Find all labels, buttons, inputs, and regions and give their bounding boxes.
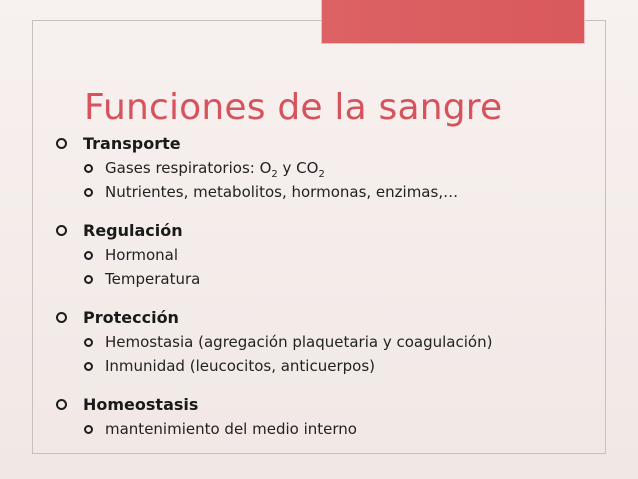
circle-bullet-icon (84, 275, 93, 284)
list-item (54, 354, 614, 378)
list-item (54, 392, 614, 417)
accent-box (321, 0, 585, 44)
list-item-text: Hormonal (105, 246, 179, 264)
circle-bullet-icon (56, 399, 67, 410)
section-heading: Homeostasis (83, 395, 199, 414)
circle-bullet-icon (84, 251, 93, 260)
circle-bullet-icon (84, 338, 93, 347)
list-item (54, 156, 614, 180)
subscript: 2 (271, 169, 278, 180)
list-item-text: Inmunidad (leucocitos, anticuerpos) (105, 357, 375, 375)
list-item-text (105, 159, 325, 180)
subscript: 2 (318, 169, 325, 180)
circle-bullet-icon (84, 164, 93, 173)
list-item (54, 180, 614, 204)
section-heading: Regulación (83, 221, 183, 240)
list-item-text-part: y CO (277, 159, 319, 177)
section-homeostasis (54, 392, 614, 441)
circle-bullet-icon (84, 362, 93, 371)
list-item (54, 267, 614, 291)
circle-bullet-icon (56, 312, 67, 323)
list-item (54, 131, 614, 156)
section-regulacion (54, 218, 614, 291)
bullet-list (54, 131, 614, 455)
list-item (54, 330, 614, 354)
slide-title: Funciones de la sangre (84, 87, 503, 128)
circle-bullet-icon (56, 225, 67, 236)
list-item-text: Temperatura (105, 270, 201, 288)
circle-bullet-icon (56, 138, 67, 149)
list-item (54, 305, 614, 330)
list-item-text: Nutrientes, metabolitos, hormonas, enzimas,… (105, 183, 459, 201)
list-item-text: mantenimiento del medio interno (105, 420, 357, 438)
list-item (54, 417, 614, 441)
list-item (54, 218, 614, 243)
section-transporte (54, 131, 614, 204)
section-proteccion (54, 305, 614, 378)
section-heading: Protección (83, 308, 179, 327)
section-heading: Transporte (83, 134, 181, 153)
list-item-text-part: Gases respiratorios: O (105, 159, 272, 177)
circle-bullet-icon (84, 425, 93, 434)
list-item (54, 243, 614, 267)
circle-bullet-icon (84, 188, 93, 197)
list-item-text: Hemostasia (agregación plaquetaria y coagulación) (105, 333, 493, 351)
